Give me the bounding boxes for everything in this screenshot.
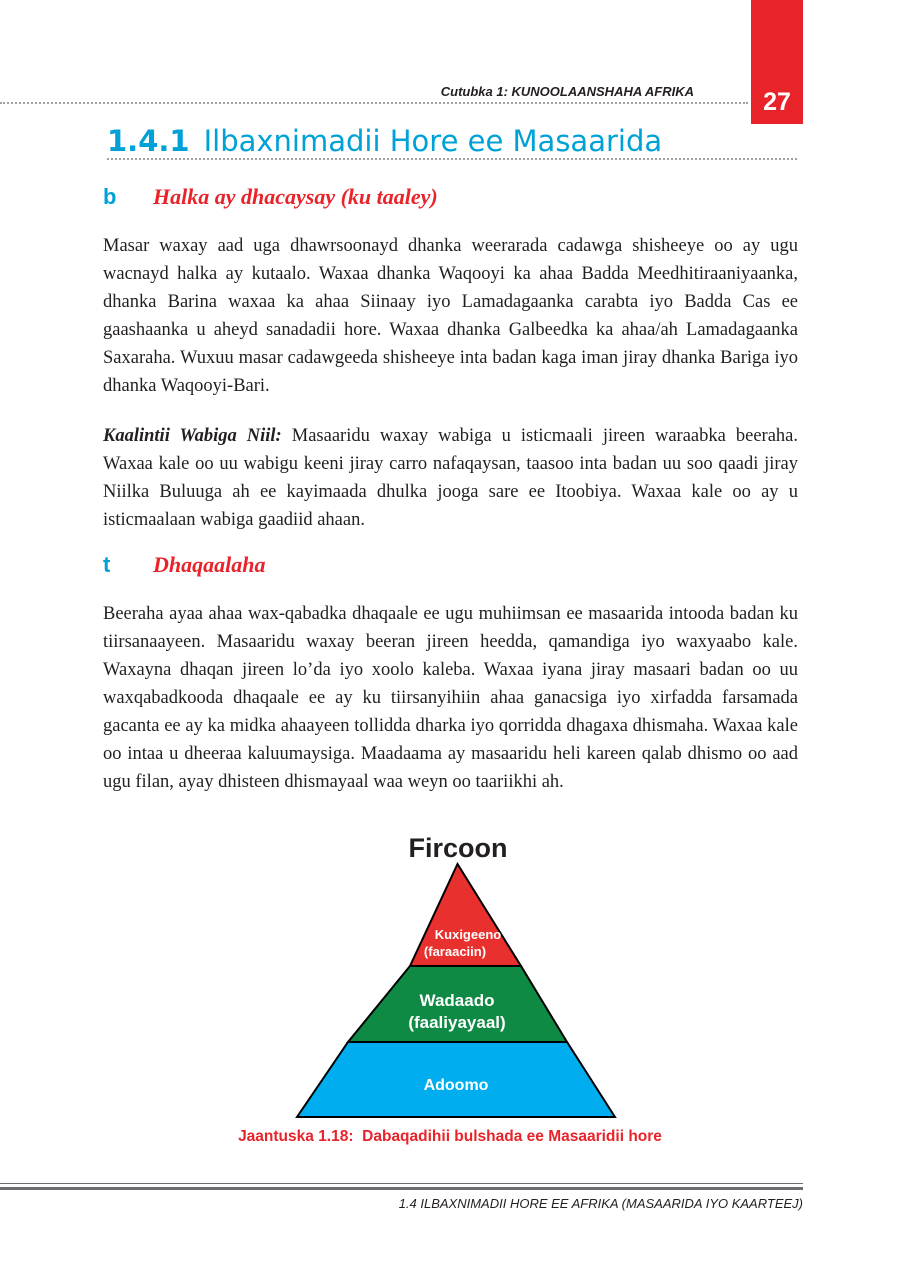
social-pyramid-diagram [285,832,630,1122]
section-number: 1.4.1 [107,124,190,158]
subsection-title: Halka ay dhacaysay (ku taaley) [153,184,438,209]
figure-caption-text: Dabaqadihii bulshada ee Masaaridii hore [362,1128,662,1145]
paragraph-nile [103,422,798,534]
page-number-tab [751,0,803,124]
section-heading [107,124,797,160]
footer-divider [0,1183,803,1184]
pyramid-tier-middle-label: Wadaado [419,991,495,1010]
pyramid-tier-middle-sublabel: (faaliyayaal) [408,1013,506,1032]
running-header: Cutubka 1: KUNOOLAANSHAHA AFRIKA [440,84,694,99]
pyramid-tier-top-sublabel: (faraaciin) [423,944,487,959]
subsection-letter: b [103,184,117,209]
pyramid-tier-bottom-label: Adoomo [423,1077,489,1094]
paragraph-lead: Kaalintii Wabiga Niil: [103,426,282,446]
pyramid-tier-top-label: Kuxigeeno [434,927,502,942]
figure-caption-label: Jaantuska 1.18: [238,1128,354,1145]
subsection-heading-b [103,184,438,210]
paragraph-location: Masar waxay aad uga dhawrsoonayd dhanka weerarada cadawga shisheeye oo ay ugu wacnayd halka ay kutaalo. Waxaa dhanka Waqooyi ka ahaa Badda Meedhitiraaniyaanka, dhanka Barina waxaa ka ahaa Siinaay iyo Lamadagaanka carabta iyo Badda Cas ee gaashaanka u aheyd sanadadii hore. Waxaa dhanka Galbeedka ka ahaa/ah Lamadagaanka Saxaraha. Wuxuu masar cadawgeeda shisheeye inta badan kaga iman jiray dhanka Bariga iyo dhanka Waqooyi-Bari. [103,236,798,396]
pyramid-apex-label: Fircoon [408,833,508,863]
header-divider [0,102,748,104]
running-footer: 1.4 ILBAXNIMADII HORE EE AFRIKA (MASAARIDA IYO KAARTEEJ) [398,1196,803,1211]
subsection-letter: t [103,552,111,577]
section-title: Ilbaxnimadii Hore ee Masaarida [203,124,663,158]
footer-divider-thick [0,1187,803,1190]
subsection-title: Dhaqaalaha [153,552,266,577]
paragraph-nile-body: Masaaridu waxay wabiga u isticmaali jireen waraabka beeraha. Waxaa kale oo uu wabigu keeni jiray carro nafaqaysan, taasoo inta badan uu soo qaadi jiray Niilka Buluuga ah ee kayimaada dhulka jooga sare ee Itoobiya. Waxaa kale oo ay u isticmaalaan wabiga gaadiid ahaan. [103,426,799,530]
paragraph-economy: Beeraha ayaa ahaa wax-qabadka dhaqaale ee ugu muhiimsan ee masaarida intooda badan ku tiirsanaayeen. Masaaridu waxay beeran jireen heedda, qamandiga iyo waxyaabo kale. Waxayna dhaqan jireen lo’da iyo xoolo kaleba. Waxaa iyana jiray masaari badan oo uu waxqabadkooda dhaqaale ee ay ku tiirsanyihiin ahaa ganacsiga iyo xirfadda farsamada gacanta ee ay ka midka ahaayeen tollidda dharka iyo qorridda dhagaxa dhismaha. Waxaa kale oo intaa u dheeraa kaluumaysiga. Maadaama ay masaaridu heli kareen qalab dhismo oo aad ugu filan, ayay dhisteen dhismayaal waa weyn oo taariikhi ah. [103,604,798,792]
subsection-heading-t [103,552,265,578]
page-number: 27 [763,88,791,116]
figure-caption [0,1128,900,1146]
